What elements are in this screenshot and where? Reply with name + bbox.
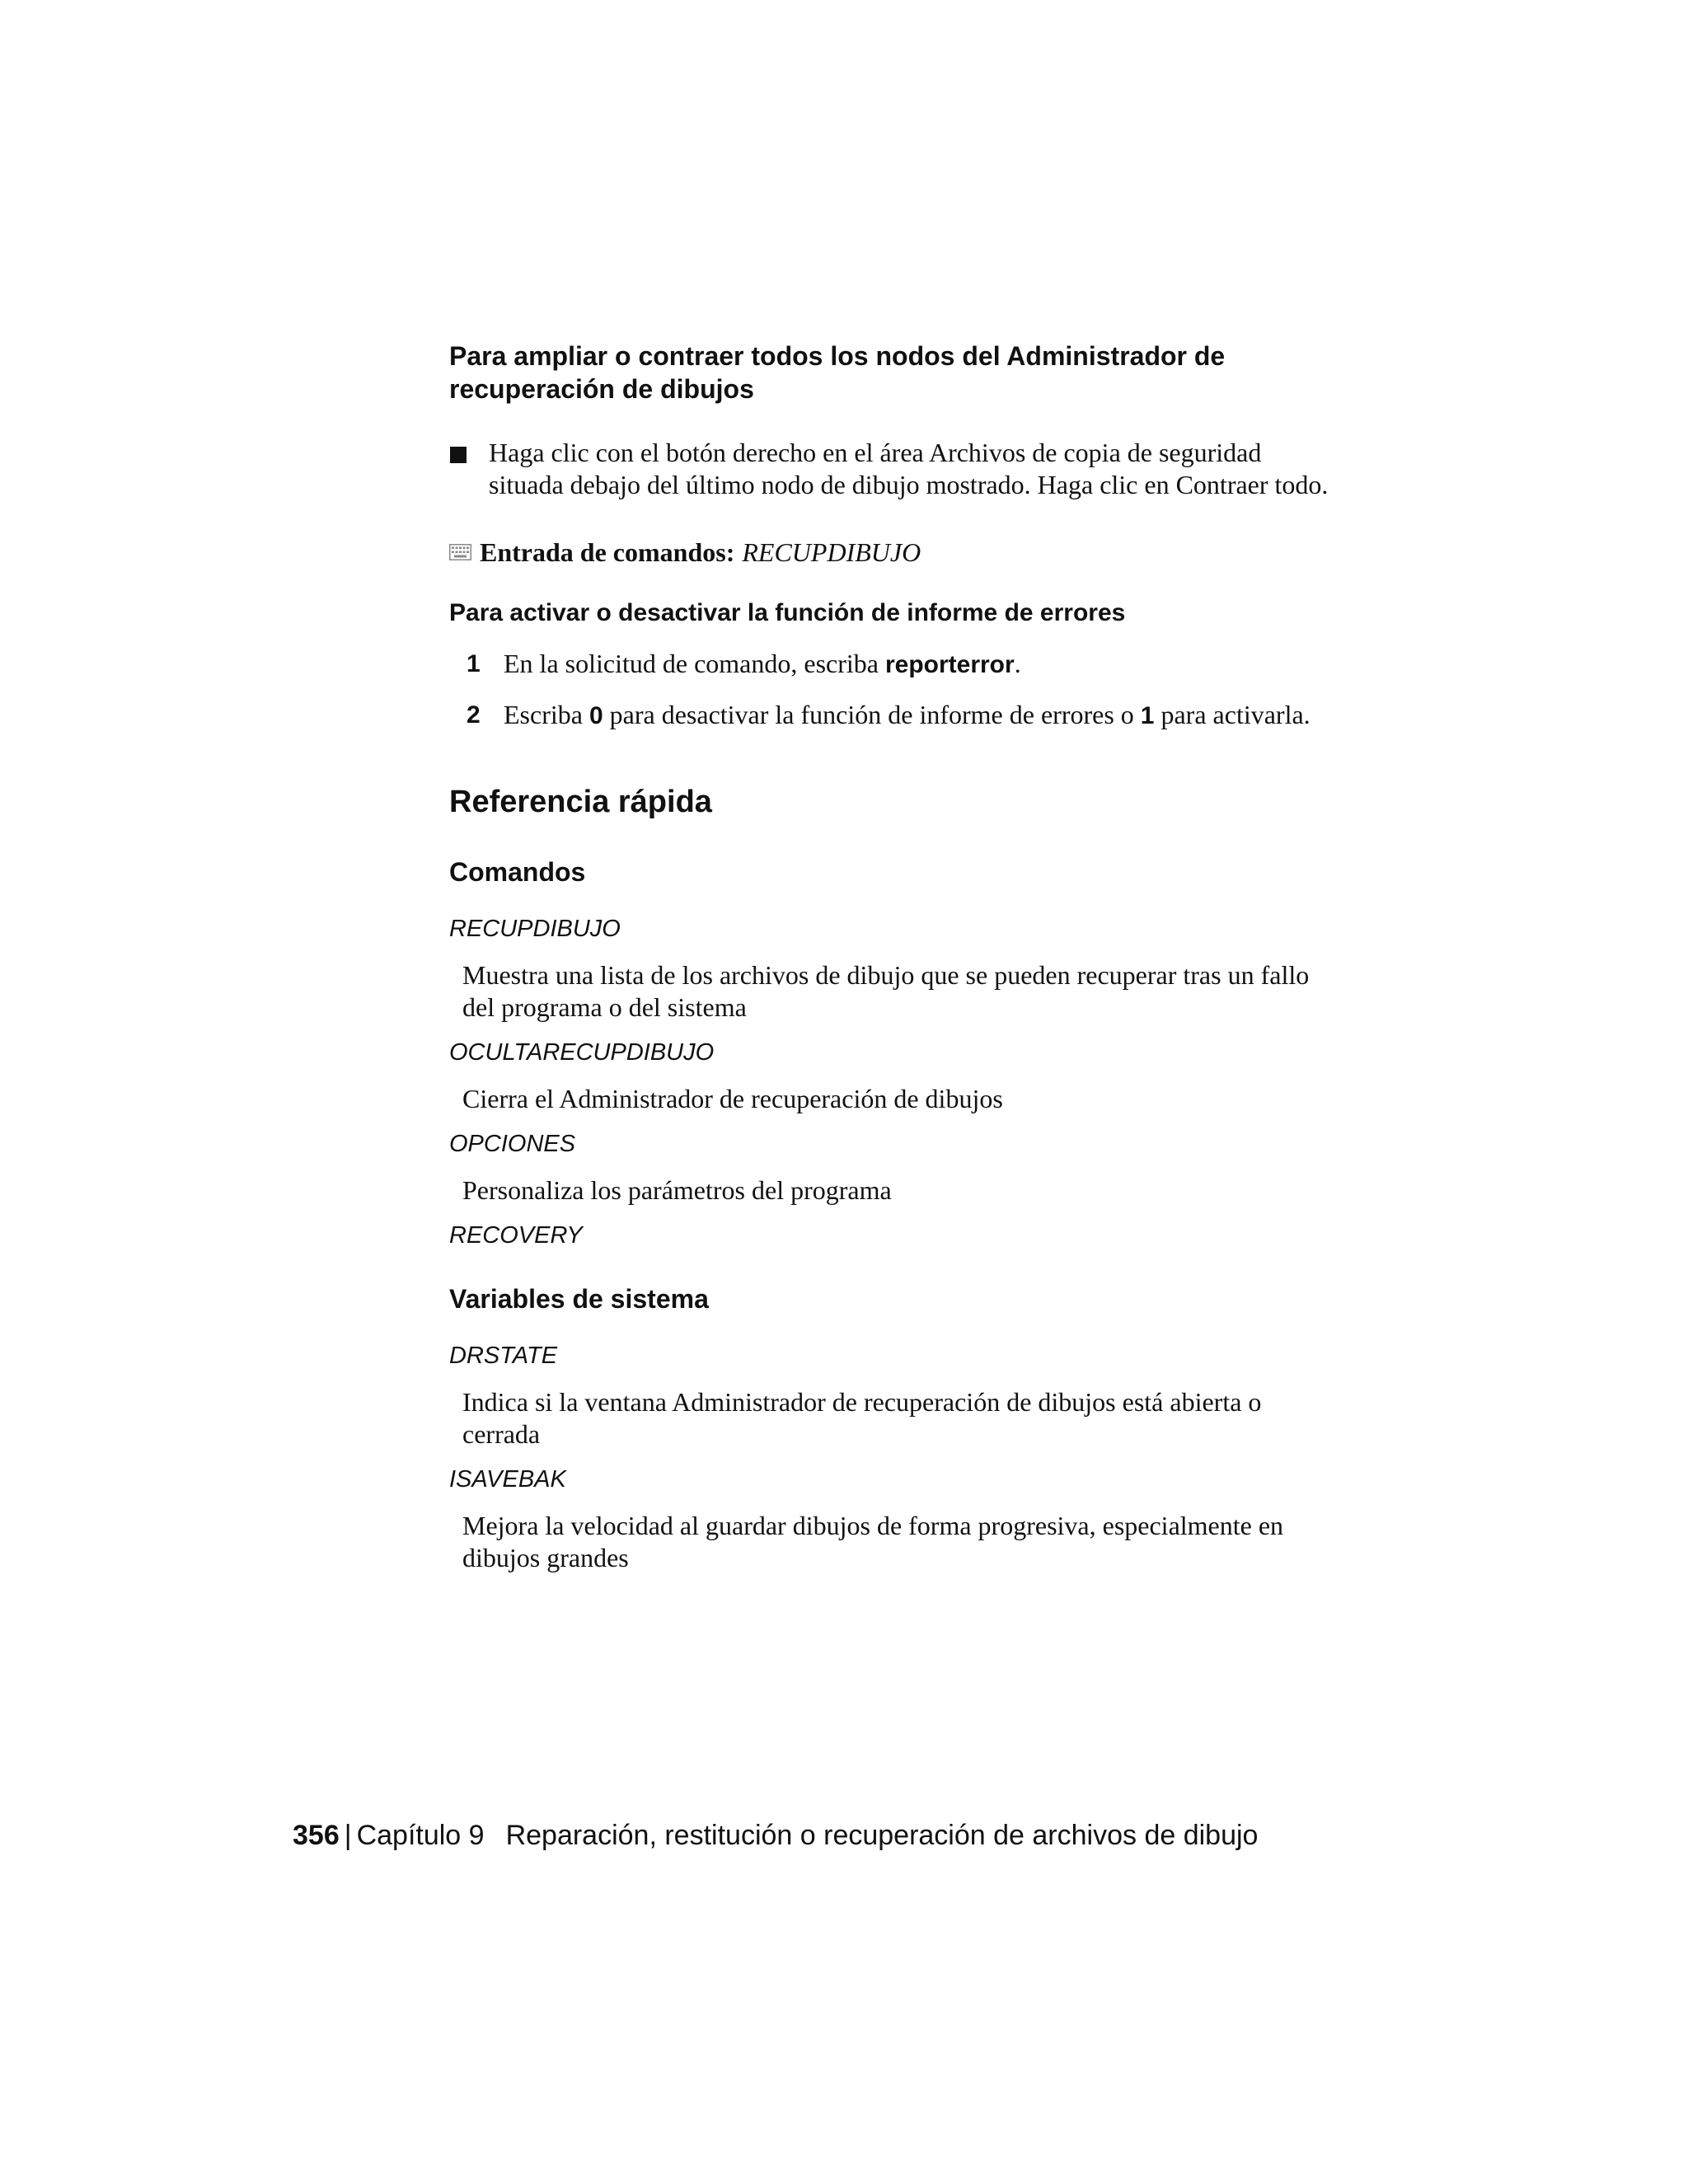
reference-description: Personaliza los parámetros del programa — [462, 1175, 892, 1205]
square-bullet-icon — [450, 447, 467, 463]
keyboard-icon — [449, 544, 471, 560]
step-number: 2 — [467, 701, 481, 729]
list-item — [449, 437, 1339, 501]
page-number: 356 — [293, 1820, 340, 1851]
step-text: para activarla. — [1154, 700, 1311, 729]
step-text: En la solicitud de comando, escriba — [504, 649, 885, 678]
step-text: para desactivar la función de informe de errores o — [603, 700, 1141, 729]
reference-term: OPCIONES — [449, 1131, 576, 1157]
subsection-title-commands: Comandos — [449, 857, 586, 887]
footer-chapter: Capítulo 9 — [356, 1820, 485, 1851]
command-entry — [449, 536, 1339, 569]
reference-term: ISAVEBAK — [449, 1466, 566, 1493]
procedure-title-errors: Para activar o desactivar la función de informe de errores — [449, 599, 1126, 626]
footer-chapter-title: Reparación, restitución o recuperación de archivos de dibujo — [505, 1820, 1259, 1851]
step-keyword: reporterror — [884, 651, 1015, 678]
subsection-title-system-variables: Variables de sistema — [449, 1284, 709, 1314]
page-footer — [293, 1818, 1258, 1853]
command-entry-value: RECUPDIBUJO — [742, 537, 921, 567]
system-variables-list — [449, 1340, 1339, 1574]
numbered-list — [449, 648, 1339, 732]
list-item — [449, 699, 1339, 732]
main-column — [449, 340, 1339, 1587]
footer-separator: | — [344, 1820, 352, 1851]
command-entry-label: Entrada de comandos: — [480, 537, 735, 567]
reference-term: OCULTARECUPDIBUJO — [449, 1039, 715, 1066]
step-keyword: 0 — [588, 702, 603, 729]
reference-term: RECUPDIBUJO — [449, 916, 621, 942]
reference-description: Muestra una lista de los archivos de dibujo que se pueden recuperar tras un fallo del programa o del sistema — [462, 960, 1310, 1022]
reference-description: Cierra el Administrador de recuperación de dibujos — [462, 1084, 1003, 1113]
step-number: 1 — [467, 650, 481, 677]
step-text: Escriba — [504, 700, 589, 729]
step-keyword: 1 — [1140, 702, 1155, 729]
reference-term: RECOVERY — [449, 1222, 583, 1249]
bullet-text: Haga clic con el botón derecho en el área Archivos de copia de seguridad situada debajo del último nodo de dibujo mostrado. Haga clic en Contraer todo. — [489, 438, 1329, 499]
list-item — [449, 648, 1339, 681]
reference-description: Indica si la ventana Administrador de recuperación de dibujos está abierta o cerrada — [462, 1387, 1262, 1449]
section-title-quick-reference: Referencia rápida — [449, 785, 712, 819]
reference-term: DRSTATE — [449, 1343, 558, 1369]
bullet-list — [449, 437, 1339, 501]
procedure-title-expand: Para ampliar o contraer todos los nodos del Administrador de recuperación de dibujos — [449, 341, 1226, 404]
step-text: . — [1014, 649, 1021, 678]
reference-description: Mejora la velocidad al guardar dibujos de forma progresiva, especialmente en dibujos grandes — [462, 1511, 1284, 1572]
commands-list — [449, 913, 1339, 1251]
